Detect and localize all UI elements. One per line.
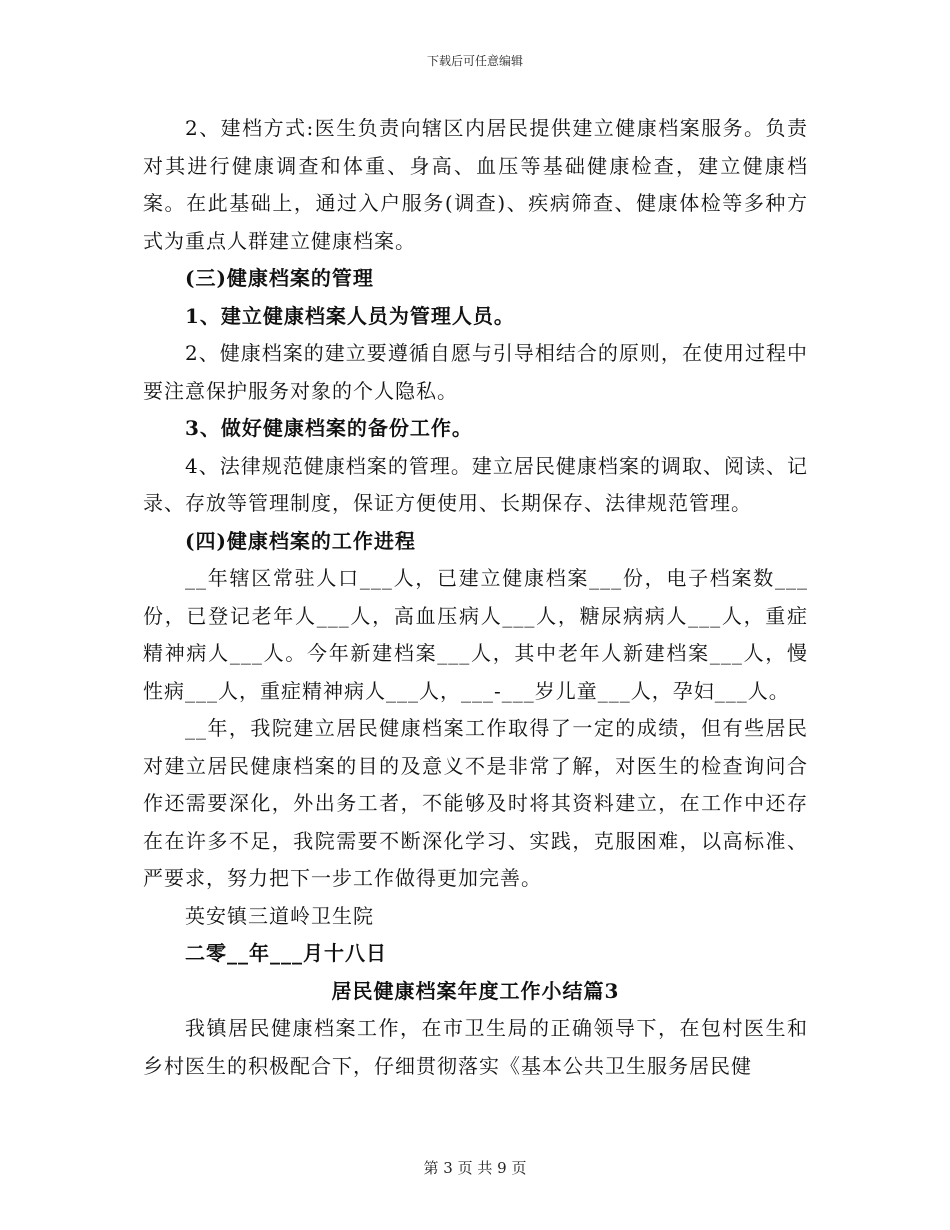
page-footer: 第 3 页 共 9 页 — [423, 1159, 527, 1177]
paragraph-management-1: 1、建立健康档案人员为管理人员。 — [185, 303, 515, 328]
paragraph-intro: 我镇居民健康档案工作，在市卫生局的正确领导下，在包村医生和乡村医生的积极配合下，仔细贯彻落实《基本公共卫生服务居民健 — [143, 1016, 808, 1078]
page-header: 下载后可任意编辑 — [426, 54, 523, 68]
signature-date: 二零__年___月十八日 — [185, 941, 387, 965]
paragraph-management-4: 4、法律规范健康档案的管理。建立居民健康档案的调取、阅读、记录、存放等管理制度，保证方便使用、长期保存、法律规范管理。 — [143, 453, 808, 515]
paragraph-progress-stats: __年辖区常驻人口___人，已建立健康档案___份，电子档案数___份，已登记老年人___人，高血压病人___人，糖尿病病人___人，重症精神病人___人。今年新建档案___人，其中老年人新建档案___人，慢性病___人，重症精神病人___人，___-___岁儿童___人，孕妇___人。 — [143, 566, 808, 703]
section-heading-management: (三)健康档案的管理 — [185, 266, 374, 290]
document-body — [143, 110, 808, 1085]
paragraph-management-2: 2、健康档案的建立要遵循自愿与引导相结合的原则，在使用过程中要注意保护服务对象的个人隐私。 — [143, 341, 808, 403]
signature-organization: 英安镇三道岭卫生院 — [185, 903, 374, 928]
section-heading-progress: (四)健康档案的工作进程 — [185, 528, 416, 553]
paragraph-archive-method: 2、建档方式:医生负责向辖区内居民提供建立健康档案服务。负责对其进行健康调查和体重、身高、血压等基础健康检查，建立健康档案。在此基础上，通过入户服务(调查)、疾病筛查、健康体检等多种方式为重点人群建立健康档案。 — [143, 116, 808, 253]
article-title: 居民健康档案年度工作小结篇3 — [331, 978, 620, 1003]
paragraph-summary: __年，我院建立居民健康档案工作取得了一定的成绩，但有些居民对建立居民健康档案的目的及意义不是非常了解，对医生的检查询问合作还需要深化，外出务工者，不能够及时将其资料建立，在工作中还存在在许多不足，我院需要不断深化学习、实践，克服困难，以高标准、严要求，努力把下一步工作做得更加完善。 — [143, 716, 808, 890]
paragraph-management-3: 3、做好健康档案的备份工作。 — [185, 416, 473, 440]
